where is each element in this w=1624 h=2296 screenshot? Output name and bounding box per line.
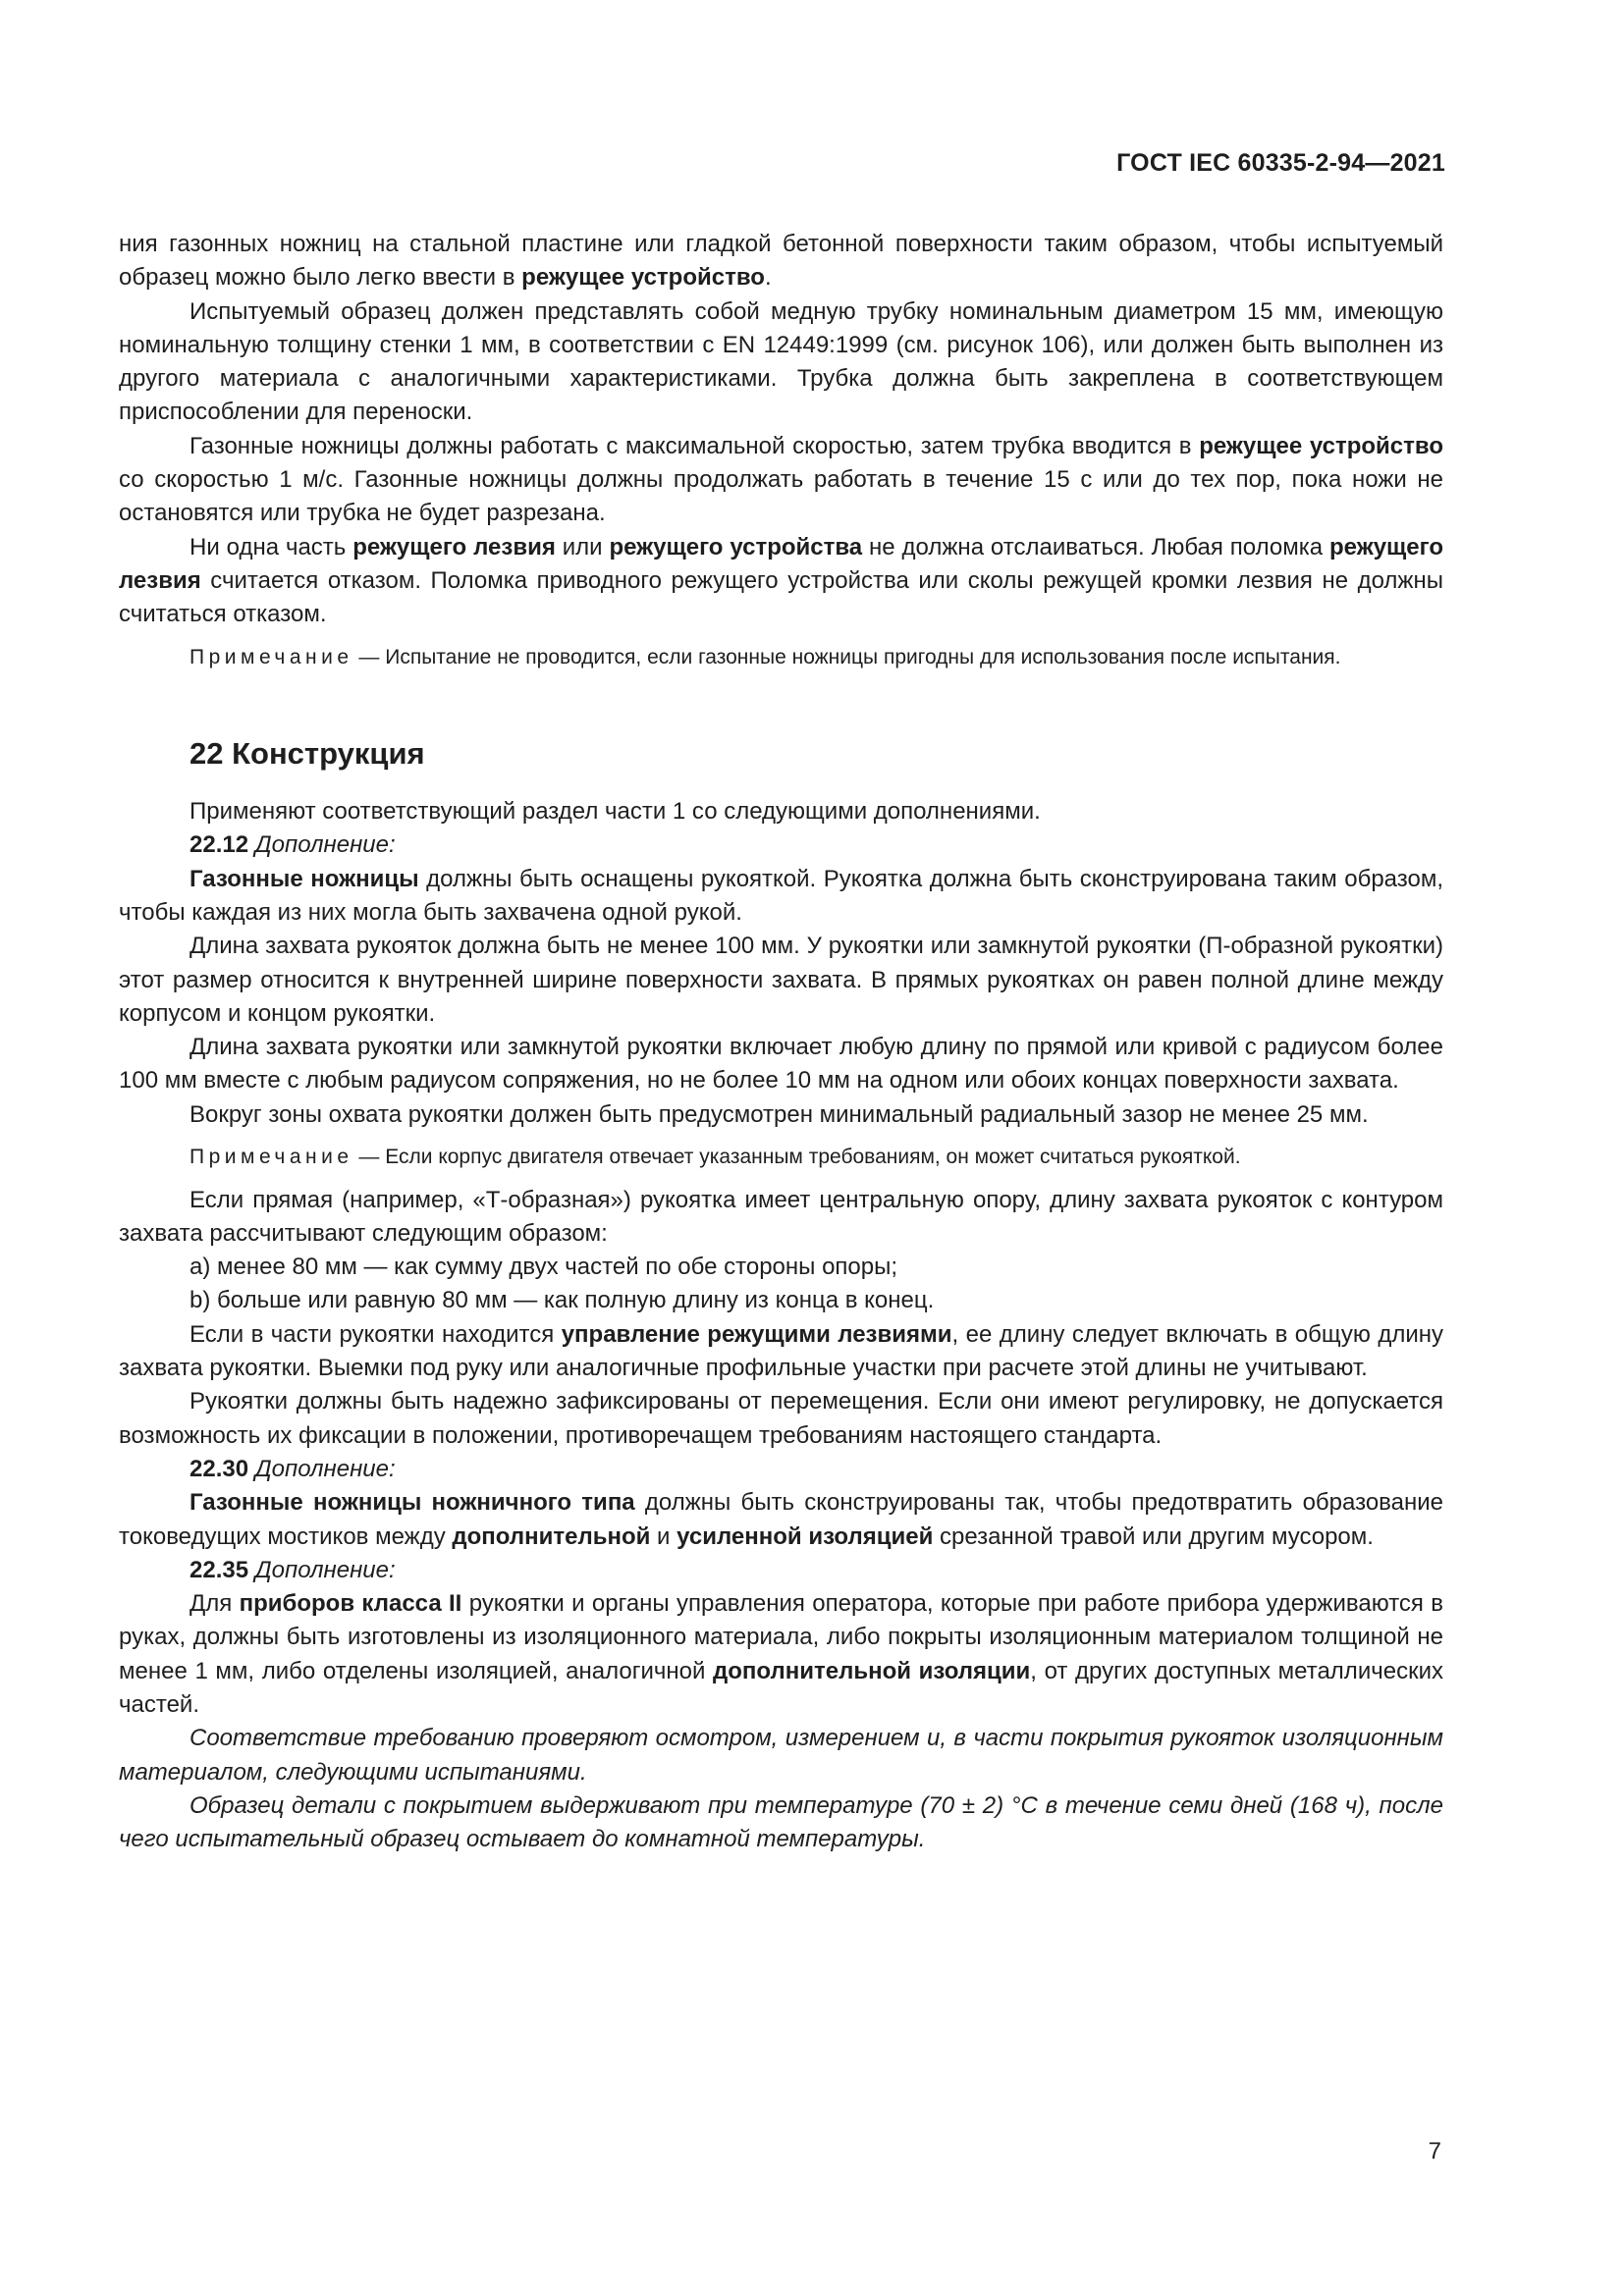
paragraph (119, 863, 1443, 931)
paragraph (119, 795, 1443, 828)
bold-term: дополнительной изоляции (713, 1657, 1031, 1684)
bold-term: режущее устройство (1199, 432, 1444, 459)
paragraph (119, 1722, 1443, 1789)
text-run: не должна отслаиваться. Любая поломка (862, 533, 1329, 561)
text-run: Длина захвата рукояток должна быть не менее 100 мм. У рукоятки или замкнутой рукоятки (П-образной рукоятки) этот размер относится к внутренней ширине поверхности захвата. В прямых рукоятках он равен полной длине между корпусом и концом рукоятки. (119, 933, 1443, 1027)
paragraph (119, 930, 1443, 1031)
note (119, 642, 1443, 674)
italic-text: Дополнение: (254, 1455, 396, 1482)
text-run: b) больше или равную 80 мм — как полную длину из конца в конец. (189, 1287, 935, 1314)
text-run: должны быть оснащены рукояткой. Рукоятка должна быть сконструирована таким образом, чтобы каждая из них могла быть захвачена одной рукой. (119, 865, 1444, 926)
text-run: рукоятки и органы управления оператора, которые при работе прибора удерживаются в руках, должны быть изготовлены из изоляционного материала, либо покрыты изоляционным материалом толщиной не менее 1 мм, либо отделены изоляцией, аналогичной (119, 1590, 1444, 1684)
paragraph (119, 1031, 1443, 1098)
bold-term: режущего лезвия (352, 533, 556, 561)
bold-term: дополнительной (452, 1522, 651, 1550)
text-run: , от других доступных металлических частей. (119, 1657, 1443, 1718)
text-run: со скоростью 1 м/с. Газонные ножницы должны продолжать работать в течение 15 с или до тех пор, пока ножи не остановятся или трубка не будет разрезана. (119, 466, 1443, 527)
italic-text: Дополнение: (254, 831, 396, 859)
text-run: . (764, 264, 772, 292)
note-text: — Если корпус двигателя отвечает указанным требованиям, он может считаться рукояткой. (352, 1146, 1241, 1169)
paragraph (119, 1318, 1443, 1386)
paragraph (119, 1789, 1443, 1857)
text-run (248, 1557, 255, 1583)
note-label: Примечание (189, 645, 353, 668)
bold-term: режущего лезвия (119, 533, 1443, 594)
paragraph (119, 1098, 1443, 1132)
bold-term: управление режущими лезвиями (561, 1320, 952, 1348)
text-run: срезанной травой или другим мусором. (933, 1522, 1374, 1550)
text-run: Вокруг зоны охвата рукоятки должен быть предусмотрен минимальный радиальный зазор не менее 25 мм. (189, 1100, 1369, 1128)
page-body (119, 228, 1443, 1856)
text-run: Длина захвата рукоятки или замкнутой рукоятки включает любую длину по прямой или кривой с радиусом более 100 мм вместе с любым радиусом сопряжения, но не более 10 мм на одном или обоих концах поверхности захвата. (119, 1034, 1443, 1095)
text-run: , ее длину следует включать в общую длину захвата рукоятки. Выемки под руку или аналогичные профильные участки при расчете этой длины не учитывают. (119, 1320, 1444, 1382)
paragraph (119, 228, 1443, 295)
text-run: Ни одна часть (189, 533, 353, 561)
italic-text: Образец детали с покрытием выдерживают при температуре (70 ± 2) °С в течение семи дней (168 ч), после чего испытательный образец остывает до комнатной температуры. (119, 1791, 1443, 1853)
text-run: или (555, 533, 610, 561)
note-text: — Испытание не проводится, если газонные ножницы пригодны для использования после испытания. (352, 645, 1341, 668)
page-number: 7 (1428, 2138, 1441, 2164)
bold-term: приборов класса II (239, 1590, 462, 1618)
text-run: должны быть сконструированы так, чтобы предотвратить образование токоведущих мостиков между (119, 1489, 1444, 1550)
text-run: и (650, 1522, 677, 1550)
clause-heading (119, 828, 1443, 862)
clause-heading (119, 1554, 1443, 1587)
text-run: Если прямая (например, «Т-образная») рукоятка имеет центральную опору, длину захвата рукояток с контуром захвата рассчитывают следующим образом: (119, 1186, 1443, 1247)
bold-term: режущее устройство (521, 264, 765, 292)
paragraph (119, 295, 1443, 430)
note-label: Примечание (189, 1146, 353, 1169)
text-run: Рукоятки должны быть надежно зафиксированы от перемещения. Если они имеют регулировку, не допускается возможность их фиксации в положении, противоречащем требованиям настоящего стандарта. (119, 1388, 1443, 1449)
list-item (119, 1284, 1443, 1317)
text-run: a) менее 80 мм — как сумму двух частей по обе стороны опоры; (189, 1254, 898, 1281)
paragraph (119, 1486, 1443, 1554)
bold-term: 22.30 (189, 1455, 249, 1482)
italic-text: Дополнение: (254, 1556, 396, 1583)
text-run: Применяют соответствующий раздел части 1 со следующими дополнениями. (189, 798, 1041, 826)
bold-term: Газонные ножницы ножничного типа (189, 1489, 635, 1517)
list-item (119, 1251, 1443, 1284)
text-run: Испытуемый образец должен представлять собой медную трубку номинальным диаметром 15 мм, имеющую номинальную толщину стенки 1 мм, в соответствии с EN 12449:1999 (см. рисунок 106), или должен быть выполнен из другого материала с аналогичными характеристиками. Трубка должна быть закреплена в соответствующем приспособлении для переноски. (119, 297, 1443, 426)
bold-term: режущего устройства (609, 533, 863, 561)
text-run: Для (189, 1590, 240, 1618)
italic-text: Соответствие требованию проверяют осмотром, измерением и, в части покрытия рукояток изоляционным материалом, следующими испытаниями. (119, 1725, 1443, 1786)
text-run (248, 1456, 255, 1482)
document-code: ГОСТ IEC 60335-2-94—2021 (1116, 149, 1445, 177)
bold-term: усиленной изоляцией (677, 1522, 934, 1550)
paragraph (119, 531, 1443, 632)
text-run: ния газонных ножниц на стальной пластине или гладкой бетонной поверхности таким образом, чтобы испытуемый образец можно было легко ввести в (119, 231, 1443, 292)
clause-heading (119, 1453, 1443, 1486)
paragraph (119, 1385, 1443, 1453)
text-run (248, 831, 255, 858)
bold-term: Газонные ножницы (189, 865, 419, 892)
bold-term: 22.12 (189, 831, 249, 859)
paragraph (119, 1184, 1443, 1252)
paragraph (119, 1587, 1443, 1722)
paragraph (119, 430, 1443, 531)
section-title: 22 Конструкция (189, 736, 425, 772)
text-run: Газонные ножницы должны работать с максимальной скоростью, затем трубка вводится в (189, 432, 1200, 459)
bold-term: 22.35 (189, 1556, 249, 1583)
text-run: Если в части рукоятки находится (189, 1320, 562, 1348)
note (119, 1142, 1443, 1174)
text-run: считается отказом. Поломка приводного режущего устройства или сколы режущей кромки лезвия не должны считаться отказом. (119, 566, 1443, 628)
